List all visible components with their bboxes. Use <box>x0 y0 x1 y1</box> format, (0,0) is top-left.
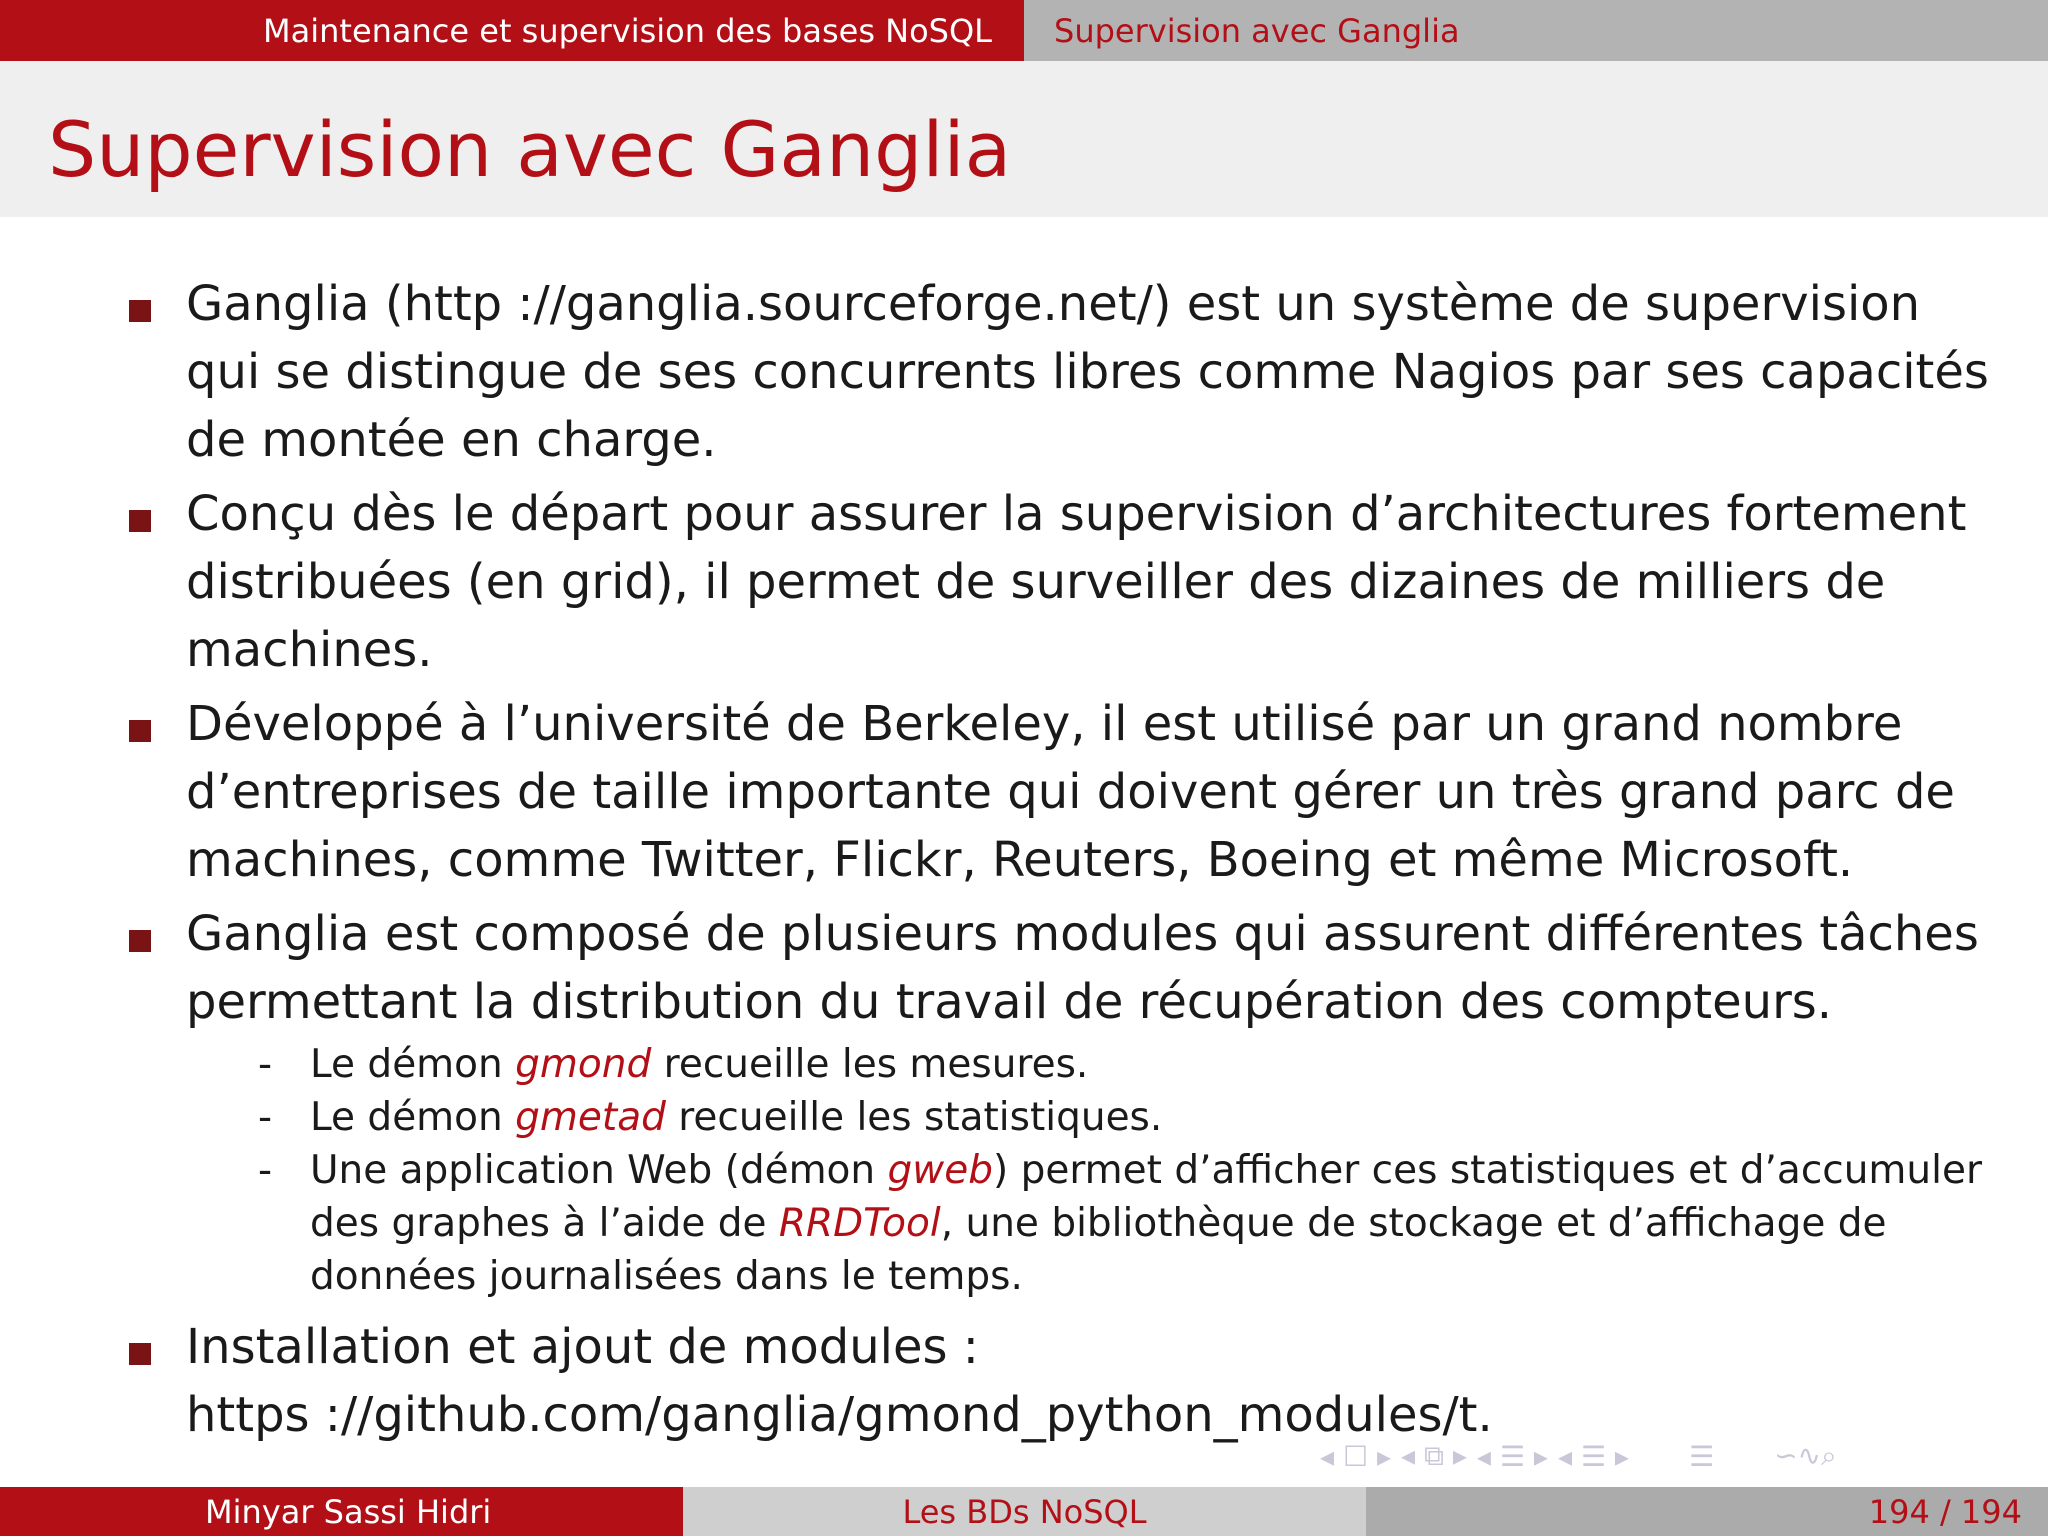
square-bullet-icon <box>129 510 151 532</box>
dash-bullet: - <box>258 1095 273 1140</box>
bullet-item <box>0 900 2048 1036</box>
headline-section[interactable] <box>0 0 1024 61</box>
highlight-term: gmetad <box>515 1095 666 1140</box>
nav-menu-icon[interactable]: ☰ <box>1688 1439 1715 1473</box>
sub-text-pre: Le démon <box>310 1042 516 1087</box>
footer-title <box>683 1487 1366 1536</box>
bullet-text: Ganglia (http ://ganglia.sourceforge.net/) est un système de supervision qui se distingue de ses concurrents libres comme Nagios par ses capacités de montée en charge. <box>186 276 1989 468</box>
sub-text-post: , une bibliothèque de stockage et d’affichage de données journalisées dans le temps. <box>310 1201 1887 1299</box>
footer-page-number <box>1366 1487 2048 1536</box>
bullet-text: Conçu dès le départ pour assurer la supervision d’architectures fortement distribuées (en grid), il permet de surveiller des dizaines de milliers de machines. <box>186 486 1967 678</box>
sub-item <box>0 1038 2048 1091</box>
dash-bullet: - <box>258 1148 273 1193</box>
bullet-item <box>0 690 2048 894</box>
nav-section-icon[interactable]: ◂ ☰ ▸ <box>1476 1439 1548 1473</box>
square-bullet-icon <box>129 300 151 322</box>
highlight-term: gmond <box>515 1042 652 1087</box>
headline-subsection-label: Supervision avec Ganglia <box>1054 11 1460 50</box>
footer-author-label: Minyar Sassi Hidri <box>205 1492 492 1531</box>
frame-title-bar <box>0 61 2048 217</box>
bullet-text: Ganglia est composé de plusieurs modules qui assurent différentes tâches permettant la distribution du travail de récupération des compteurs. <box>186 906 1979 1030</box>
nav-frame-icon[interactable]: ◂ ☐ ▸ <box>1320 1439 1392 1473</box>
sub-text-pre: Le démon <box>310 1095 516 1140</box>
bullet-link-text: https ://github.com/ganglia/gmond_python_modules/t. <box>186 1387 1493 1443</box>
footer-author <box>0 1487 683 1536</box>
highlight-term: gweb <box>887 1148 993 1193</box>
bullet-item <box>0 480 2048 684</box>
bullet-text: Développé à l’université de Berkeley, il est utilisé par un grand nombre d’entreprises de taille importante qui doivent gérer un très grand parc de machines, comme Twitter, Flickr, Reuters, Boeing et même Microsoft. <box>186 696 1955 888</box>
bullet-item <box>0 1313 2048 1449</box>
dash-bullet: - <box>258 1042 273 1087</box>
beamer-navigation <box>1320 1438 1847 1474</box>
footer-title-label: Les BDs NoSQL <box>902 1492 1147 1531</box>
square-bullet-icon <box>129 930 151 952</box>
footline-bar <box>0 1487 2048 1536</box>
sub-list <box>0 1038 2048 1303</box>
headline-bar <box>0 0 2048 61</box>
headline-section-label: Maintenance et supervision des bases NoSQL <box>263 11 992 50</box>
sub-text-post: recueille les statistiques. <box>665 1095 1163 1140</box>
nav-subsection-icon[interactable]: ◂ ⧉ ▸ <box>1401 1439 1467 1472</box>
nav-doc-icon[interactable]: ◂ ☰ ▸ <box>1557 1439 1629 1473</box>
sub-text-mid: ) permet d’afficher ces statistiques et d’accumuler des graphes à l’aide de <box>310 1148 1983 1246</box>
sub-text-pre: Une application Web (démon <box>310 1148 888 1193</box>
nav-search-icon[interactable]: ∽∿⌕ <box>1774 1439 1837 1472</box>
footer-page-label: 194 / 194 <box>1868 1492 2022 1531</box>
sub-item <box>0 1144 2048 1303</box>
highlight-term: RRDTool <box>778 1201 941 1246</box>
frame-title: Supervision avec Ganglia <box>48 105 1012 194</box>
bullet-item <box>0 270 2048 474</box>
square-bullet-icon <box>129 1343 151 1365</box>
square-bullet-icon <box>129 720 151 742</box>
sub-item <box>0 1091 2048 1144</box>
bullet-text-line: Installation et ajout de modules : <box>186 1319 979 1375</box>
sub-text-post: recueille les mesures. <box>651 1042 1089 1087</box>
headline-subsection[interactable] <box>1024 0 2048 61</box>
slide-content <box>0 270 2048 1455</box>
